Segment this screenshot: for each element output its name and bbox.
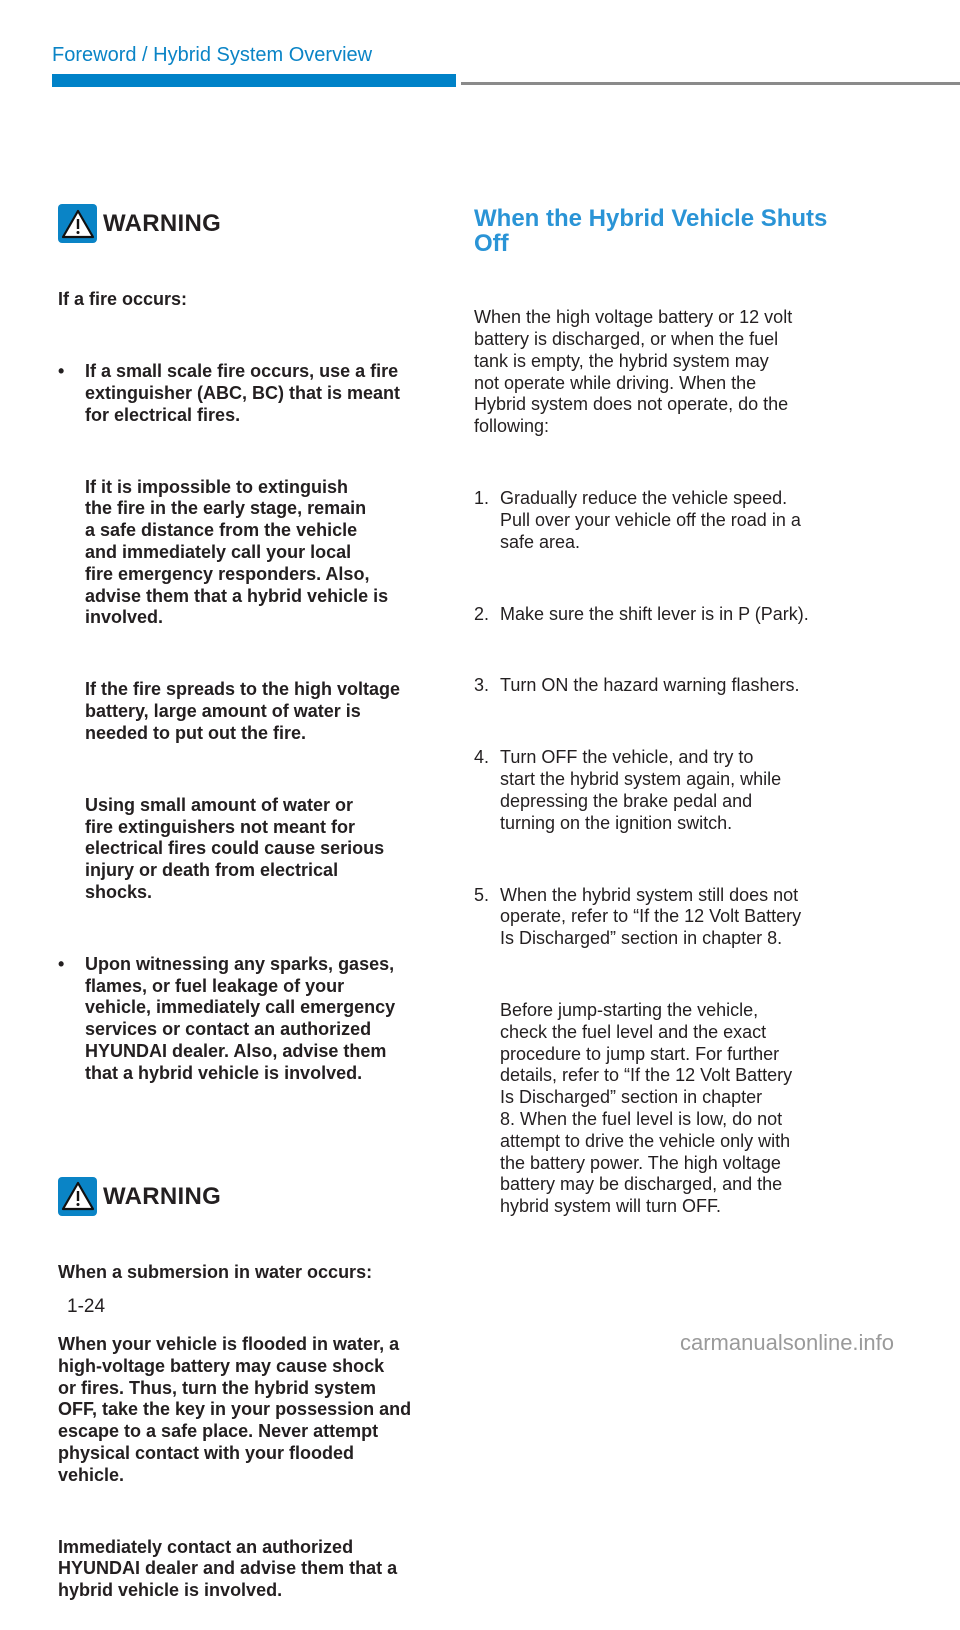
step-text: Gradually reduce the vehicle speed. Pull over your vehicle off the road in a safe area. <box>500 488 801 552</box>
bullet-paragraph: Using small amount of water or fire extinguishers not meant for electrical fires could cause serious injury or death from electrical shocks. <box>85 794 385 902</box>
bullet-marker: • <box>58 361 65 382</box>
step-number: 1. <box>474 488 490 509</box>
bullet-item <box>58 954 458 1091</box>
step-number: 2. <box>474 603 490 624</box>
warning-intro: If a fire occurs: <box>58 289 188 310</box>
step-item <box>474 747 914 834</box>
step-number: 3. <box>474 675 490 696</box>
right-column <box>474 160 914 1246</box>
section-intro: When the high voltage battery or 12 volt battery is discharged, or when the fuel tank is empty, the hybrid system may not operate while driving. When the Hybrid system does not operate, do the following: <box>474 307 793 437</box>
step-text: Make sure the shift lever is in P (Park). <box>500 603 809 624</box>
bullet-paragraph: If it is impossible to extinguish the fire in the early stage, remain a safe distance from the vehicle and immediately call your local fire emergency responders. Also, advise them that a hybrid vehicle is involved. <box>85 476 389 628</box>
page-number: 1-24 <box>67 1296 106 1317</box>
bullet-paragraph: If the fire spreads to the high voltage battery, large amount of water is needed to put out the fire. <box>85 679 401 743</box>
warning-label: WARNING <box>103 1182 222 1210</box>
watermark: carmanualsonline.info <box>680 1330 895 1355</box>
warning-triangle-icon <box>58 1177 97 1216</box>
warning-label: WARNING <box>103 209 222 237</box>
breadcrumb: Foreword / Hybrid System Overview <box>52 44 373 66</box>
step-item <box>474 675 914 697</box>
left-column <box>58 160 458 1630</box>
step-note: Before jump-starting the vehicle, check the fuel level and the exact procedure to jump start. For further details, refer to “If the 12 Volt Battery Is Discharged” section in chapter 8. When the fuel level is low, do not attempt to drive the vehicle only with the battery power. The high voltage battery may be discharged, and the hybrid system will turn OFF. <box>500 1000 793 1217</box>
section-title: When the Hybrid Vehicle Shuts Off <box>474 204 828 257</box>
warning-triangle-icon <box>58 204 97 243</box>
warning-heading <box>58 1176 458 1216</box>
step-item <box>474 885 914 950</box>
bullet-marker: • <box>58 953 65 974</box>
warning-heading <box>58 204 458 244</box>
step-text: Turn ON the hazard warning flashers. <box>500 675 800 696</box>
step-item <box>474 488 914 553</box>
bullet-item <box>58 361 458 433</box>
warning-paragraph: When your vehicle is flooded in water, a high-voltage battery may cause shock or fires. Thus, turn the hybrid system OFF, take the key in your possession and escape to a safe place. Never attempt physical contact with your flooded vehicle. <box>58 1333 412 1485</box>
step-number: 5. <box>474 884 490 905</box>
warning-paragraph: Immediately contact an authorized HYUNDAI dealer and advise them that a hybrid vehicle is involved. <box>58 1536 398 1601</box>
bullet-text: If a small scale fire occurs, use a fire extinguisher (ABC, BC) that is meant for electrical fires. <box>85 361 401 425</box>
bullet-text: Upon witnessing any sparks, gases, flames, or fuel leakage of your vehicle, immediately call emergency services or contact an authorized HYUNDAI dealer. Also, advise them that a hybrid vehicle is involved. <box>85 953 396 1083</box>
header-rule <box>461 82 960 85</box>
header-bar <box>52 74 456 87</box>
step-item <box>474 604 914 626</box>
step-text: Turn OFF the vehicle, and try to start the hybrid system again, while depressing the brake pedal and turning on the ignition switch. <box>500 747 782 833</box>
step-number: 4. <box>474 747 490 768</box>
warning-intro: When a submersion in water occurs: <box>58 1262 373 1283</box>
step-text: When the hybrid system still does not operate, refer to “If the 12 Volt Battery Is Discharged” section in chapter 8. <box>500 884 802 949</box>
